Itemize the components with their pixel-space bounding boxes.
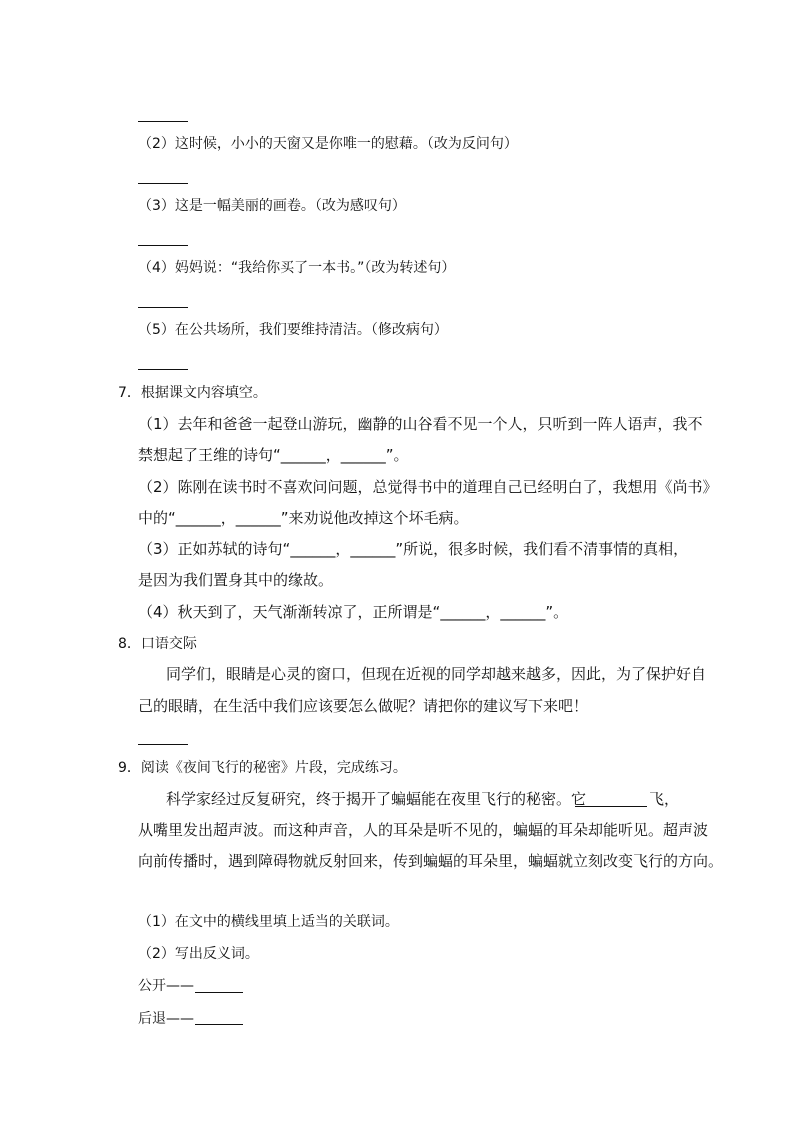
question-9-title: 9．阅读《夜间飞行的秘密》片段，完成练习。 (118, 760, 407, 776)
antonym-blank[interactable] (195, 992, 243, 993)
question-8-paragraph-cont: 己的眼睛，在生活中我们应该要怎么做呢？请把你的建议写下来吧！ (138, 697, 589, 715)
question-7-item-2: （2）陈刚在读书时不喜欢问问题，总觉得书中的道理自己已经明白了，我想用《尚书》 (138, 478, 718, 496)
question-7-item-3-cont: 是因为我们置身其中的缘故。 (138, 571, 334, 589)
answer-line[interactable] (138, 121, 188, 122)
antonym-word-2: 后退—— (138, 1011, 194, 1027)
answer-line[interactable] (138, 183, 188, 184)
question-6-item-5: （5）在公共场所，我们要维持清洁。（修改病句） (138, 322, 448, 338)
question-8-paragraph: 同学们，眼睛是心灵的窗口，但现在近视的同学却越来越多，因此，为了保护好自 (166, 665, 707, 683)
question-6-item-2: （2）这时候，小小的天窗又是你唯一的慰藉。（改为反问句） (138, 136, 518, 152)
question-7-title: 7．根据课文内容填空。 (118, 385, 267, 401)
question-6-item-3: （3）这是一幅美丽的画卷。（改为感叹句） (138, 198, 406, 214)
answer-line[interactable] (138, 307, 188, 308)
passage-line-1-end: 飞， (649, 790, 680, 808)
answer-line[interactable] (138, 245, 188, 246)
antonym-blank[interactable] (195, 1024, 243, 1025)
passage-line-2: 从嘴里发出超声波。而这种声音，人的耳朵是听不见的，蝙蝠的耳朵却能听见。超声波 (138, 821, 709, 839)
antonym-word-1: 公开—— (138, 978, 194, 994)
question-6-item-4: （4）妈妈说：“我给你买了一本书。”（改为转述句） (138, 260, 456, 276)
answer-line[interactable] (138, 744, 188, 745)
question-7-item-1: （1）去年和爸爸一起登山游玩，幽静的山谷看不见一个人，只听到一阵人语声，我不 (138, 415, 703, 433)
passage-line-3: 向前传播时，遇到障碍物就反射回来，传到蝙蝠的耳朵里，蝙蝠就立刻改变飞行的方向。 (138, 852, 724, 870)
question-7-item-4: （4）秋天到了，天气渐渐转凉了，正所谓是“______，______”。 (138, 603, 569, 621)
passage-line-1: 科学家经过反复研究，终于揭开了蝙蝠能在夜里飞行的秘密。它 (166, 790, 587, 808)
question-8-title: 8．口语交际 (118, 636, 197, 652)
question-7-item-1-cont: 禁想起了王维的诗句“______，______”。 (138, 446, 409, 464)
sub-question-2: （2）写出反义词。 (138, 946, 259, 962)
fill-blank[interactable] (575, 806, 647, 807)
question-7-item-2-cont: 中的“______，______”来劝说他改掉这个坏毛病。 (138, 509, 469, 527)
question-7-item-3: （3）正如苏轼的诗句“______，______”所说，很多时候，我们看不清事情的真相， (138, 540, 689, 558)
sub-question-1: （1）在文中的横线里填上适当的关联词。 (138, 914, 399, 930)
answer-line[interactable] (138, 369, 188, 370)
